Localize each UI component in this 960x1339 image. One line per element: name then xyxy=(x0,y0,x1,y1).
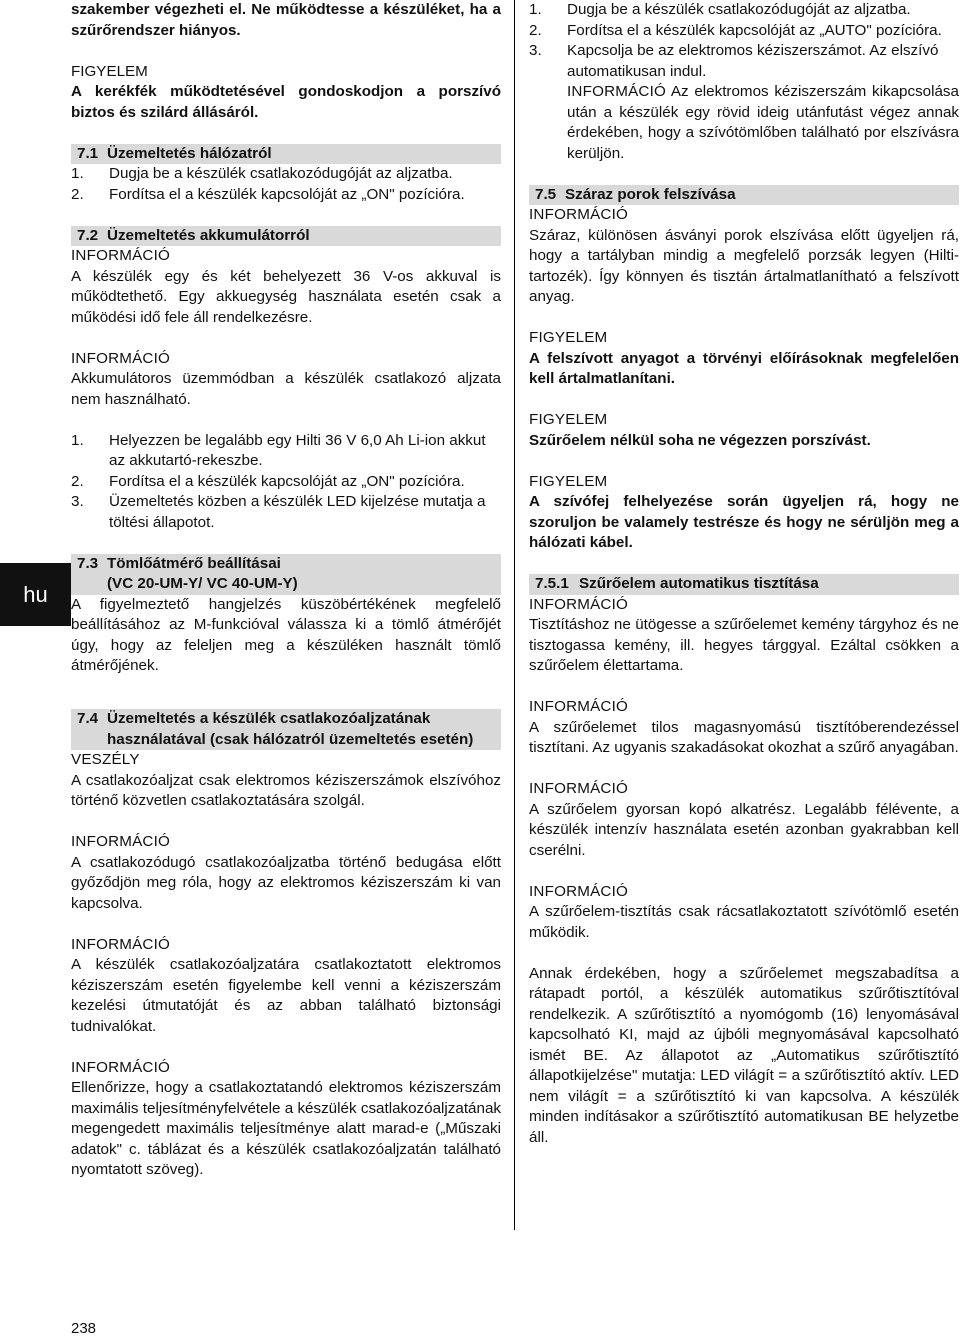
info-text: Ellenőrizze, hogy a csatlakoztatandó elektromos kéziszerszám maximális teljesítményfelvétele a készülék csatlakozóaljzatának megengedett maximális teljesítménye alatt marad-e („Műszaki adatok" c. táblázat és a készülék csatlakozóaljzatán található nyomtatott szöveg). xyxy=(71,1079,501,1178)
warning-text: Szűrőelem nélkül soha ne végezzen porszívást. xyxy=(529,431,871,449)
figyelem-text: A kerékfék működtetésével gondoskodjon a porszívó biztos és szilárd állásáról. xyxy=(71,83,501,121)
info-label: INFORMÁCIÓ xyxy=(71,349,171,367)
left-column xyxy=(71,0,501,1181)
info-text: A szűrőelem-tisztítás csak rácsatlakoztatott szívótömlő esetén működik. xyxy=(529,903,959,941)
section-7-4-heading xyxy=(71,709,501,750)
intro-warning: szakember végezheti el. Ne működtesse a készüléket, ha a szűrőrendszer hiányos. xyxy=(71,1,501,39)
info-label: INFORMÁCIÓ xyxy=(529,882,629,900)
list-item: 1. Dugja be a készülék csatlakozódugóját az aljzatba. xyxy=(529,1,911,18)
right-column xyxy=(529,0,959,1148)
list-item: 1. Dugja be a készülék csatlakozódugóját az aljzatba. xyxy=(71,165,453,182)
list-item: 3. Kapcsolja be az elektromos kéziszerszámot. Az elszívó automatikusan indul. xyxy=(529,42,939,80)
info-text: A készülék egy és két behelyezett 36 V-os akkuval is működtethető. Egy akkuegység használata esetén csak a működési idő fele áll rendelkezésre. xyxy=(71,267,501,326)
list-item: 2. Fordítsa el a készülék kapcsolóját az „AUTO" pozícióra. xyxy=(529,21,942,39)
info-text: Száraz, különösen ásványi porok elszívása előtt ügyeljen rá, hogy a tartályban mindig a megfelelő porzsák legyen (Hilti-tartozék). Így könnyen és tisztán ártalmatlanítható a felszívott anyag. xyxy=(529,226,959,305)
warning-label: FIGYELEM xyxy=(529,411,608,428)
steps-7-1 xyxy=(71,164,501,205)
info-label: INFORMÁCIÓ xyxy=(71,247,171,264)
section-text: A figyelmeztető hangjelzés küszöbértékének megfelelő beállításához az M-funkcióval válassza ki a tömlő átmérőjét úgy, hogy az feleljen meg a készüléken használt tömlő átmérőjének. xyxy=(71,595,501,674)
section-number: 7.2 xyxy=(77,226,99,244)
section-title: Szűrőelem automatikus tisztítása xyxy=(579,575,819,592)
section-7-1-heading xyxy=(71,144,501,165)
section-title: Üzemeltetés a készülék csatlakozóaljzatának használatával (csak hálózatról üzemeltetés esetén) xyxy=(107,710,474,748)
info-text: Akkumulátoros üzemmódban a készülék csatlakozó aljzata nem használható. xyxy=(71,370,501,408)
info-inline xyxy=(529,82,959,164)
info-label: INFORMÁCIÓ xyxy=(71,935,171,953)
info-label: INFORMÁCIÓ xyxy=(529,698,629,715)
figyelem-label: FIGYELEM xyxy=(71,62,148,80)
section-7-5-heading xyxy=(529,185,959,206)
warning-text: A felszívott anyagot a törvényi előírásoknak megfelelően kell ártalmatlanítani. xyxy=(529,349,959,387)
section-subtitle: (VC 20-UM-Y/ VC 40-UM-Y) xyxy=(107,575,298,592)
section-title: Száraz porok felszívása xyxy=(565,185,736,203)
danger-text: A csatlakozóaljzat csak elektromos kéziszerszámok elszívóhoz történő közvetlen csatlakoztatására szolgál. xyxy=(71,771,501,809)
section-paragraph: Annak érdekében, hogy a szűrőelemet megszabadítsa a rátapadt portól, a készülék automatikus szűrőtisztítóval rendelkezik. A szűrőtisztító a nyomógomb (16) lenyomásával kapcsolható KI, majd az újbóli megnyomásával kapcsolható ismét BE. Az állapotot az „Automatikus szűrőtisztító állapotkijelzése" mutatja: LED világít = a szűrőtisztító aktív. LED nem világít = a szűrőtisztító ki van kapcsolva. A készülék minden indításakor a szűrőtisztító automatikusan BE helyzetbe áll. xyxy=(529,964,959,1146)
list-item: 2. Fordítsa el a készülék kapcsolóját az „ON" pozícióra. xyxy=(71,472,465,490)
info-text: A készülék csatlakozóaljzatára csatlakoztatott elektromos kéziszerszám esetén figyelembe kell venni a kéziszerszám kezelési útmutatóját és az abban található biztonsági tudnivalókat. xyxy=(71,956,501,1035)
language-tab xyxy=(0,563,71,626)
steps-auto-mode xyxy=(529,0,959,82)
section-number: 7.3 xyxy=(77,554,99,572)
section-number: 7.4 xyxy=(77,710,99,727)
warning-text: A szívófej felhelyezése során ügyeljen rá, hogy ne szoruljon be valamely testrésze és hogy ne sérüljön meg a hálózati kábel. xyxy=(529,493,959,551)
section-number: 7.5 xyxy=(535,185,557,203)
section-number: 7.1 xyxy=(77,144,99,162)
info-label: INFORMÁCIÓ xyxy=(529,780,629,797)
warning-label: FIGYELEM xyxy=(529,472,608,490)
language-code: hu xyxy=(23,581,48,607)
list-item: 1. Helyezzen be legalább egy Hilti 36 V 6,0 Ah Li-ion akkut az akkutartó-rekeszbe. xyxy=(71,431,486,469)
list-item: 3. Üzemeltetés közben a készülék LED kijelzése mutatja a töltési állapotot. xyxy=(71,493,486,531)
info-label: INFORMÁCIÓ xyxy=(71,1058,171,1076)
info-label: INFORMÁCIÓ xyxy=(529,206,629,223)
info-text: A szűrőelemet tilos magasnyomású tisztítóberendezéssel tisztítani. Az ugyanis szakadásokat okozhat a szűrő anyagában. xyxy=(529,718,959,756)
info-text: Tisztításhoz ne ütögesse a szűrőelemet kemény tárgyhoz és ne tisztogassa kemény, ill. hegyes tárggyal. Ezáltal csökken a szűrőelem élettartama. xyxy=(529,616,959,674)
steps-7-2 xyxy=(71,431,501,534)
section-number: 7.5.1 xyxy=(535,575,569,592)
section-7-3-heading xyxy=(71,554,501,595)
danger-label: VESZÉLY xyxy=(71,751,140,768)
warning-label: FIGYELEM xyxy=(529,329,608,346)
section-title: Üzemeltetés akkumulátorról xyxy=(107,226,310,244)
column-divider xyxy=(514,0,515,1230)
section-7-5-1-heading xyxy=(529,574,959,595)
section-title: Üzemeltetés hálózatról xyxy=(107,144,272,162)
info-text: A szűrőelem gyorsan kopó alkatrész. Legalább félévente, a készülék intenzív használata esetén azonban gyakrabban kell cserélni. xyxy=(529,800,959,859)
section-7-2-heading xyxy=(71,226,501,247)
info-label: INFORMÁCIÓ xyxy=(567,83,667,100)
list-item: 2. Fordítsa el a készülék kapcsolóját az „ON" pozícióra. xyxy=(71,185,465,203)
info-text: Az elektromos kéziszerszám kikapcsolása után a készülék egy rövid ideig utánfutást végez annak érdekében, hogy a szívótömlőben található por elszívásra kerüljön. xyxy=(567,83,959,162)
section-title: Tömlőátmérő beállításai xyxy=(107,554,281,572)
page-number: 238 xyxy=(71,1320,97,1337)
info-label: INFORMÁCIÓ xyxy=(71,833,171,850)
info-label: INFORMÁCIÓ xyxy=(529,595,629,613)
info-text: A csatlakozódugó csatlakozóaljzatba történő bedugása előtt győződjön meg róla, hogy az elektromos kéziszerszám ki van kapcsolva. xyxy=(71,853,501,912)
